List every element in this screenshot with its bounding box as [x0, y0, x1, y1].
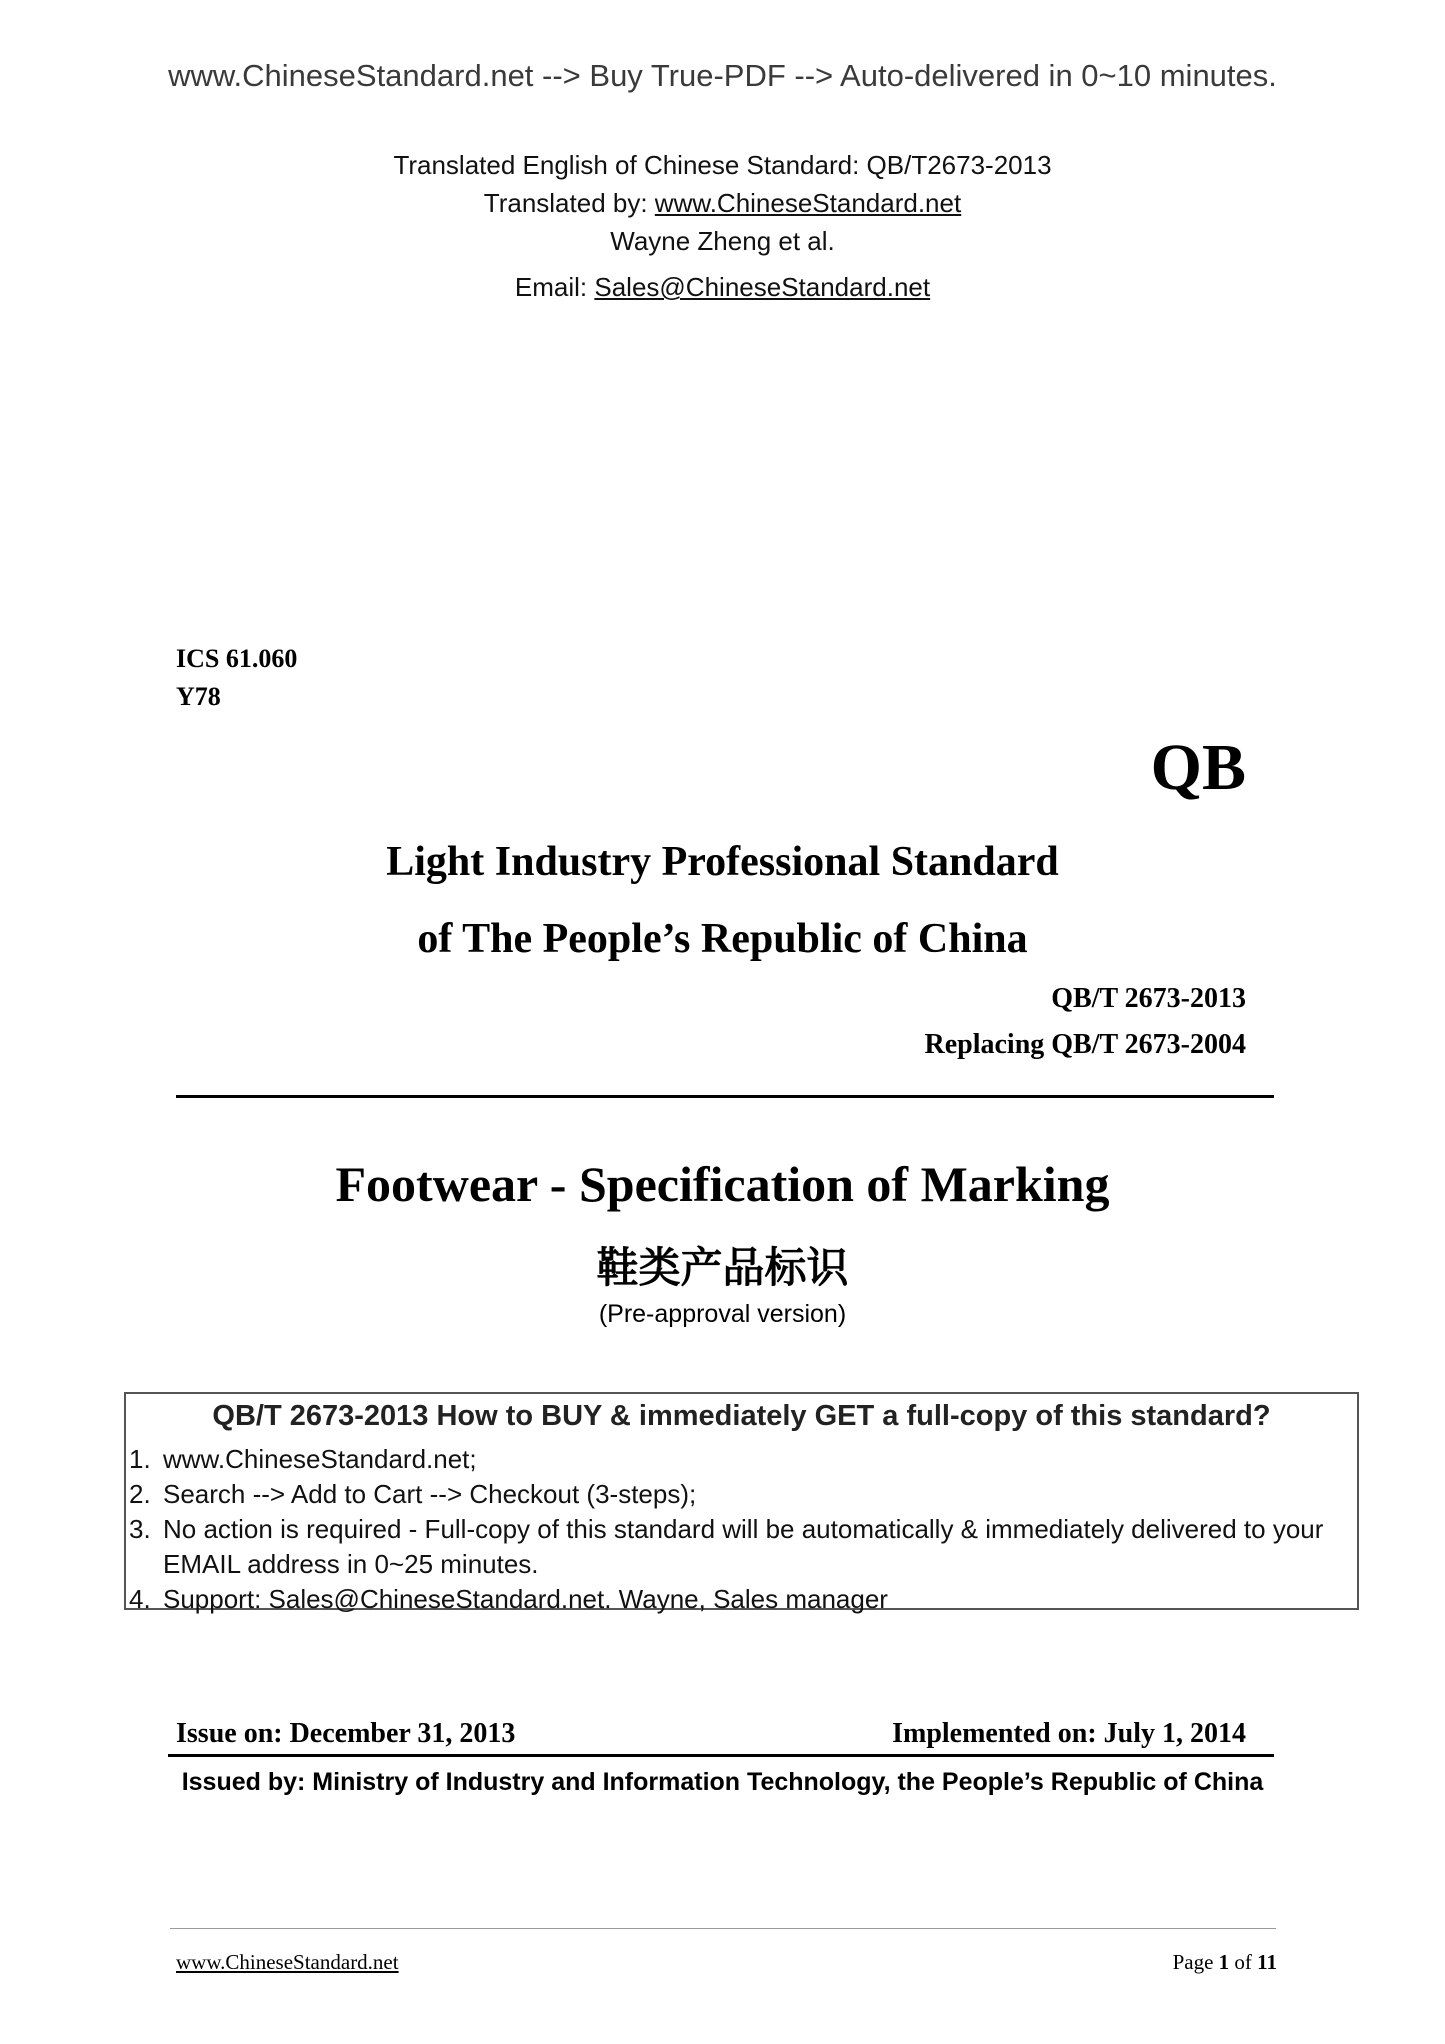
qb-logo: QB [1150, 731, 1246, 804]
translated-by-label: Translated by: [483, 188, 655, 218]
purchase-step [129, 1477, 1343, 1512]
step-text: Search --> Add to Cart --> Checkout (3-steps); [163, 1479, 697, 1509]
standard-heading-line1: Light Industry Professional Standard [386, 839, 1059, 885]
purchase-step [129, 1582, 1343, 1617]
purchase-step [129, 1442, 1343, 1477]
step-number: 2. [129, 1479, 151, 1509]
dates-divider [168, 1754, 1274, 1757]
category-code: Y78 [176, 682, 221, 711]
version-note: (Pre-approval version) [598, 1300, 847, 1328]
top-banner: www.ChineseStandard.net --> Buy True-PDF --> Auto-delivered in 0~10 minutes. [168, 58, 1277, 93]
email-label: Email: [514, 272, 595, 302]
translation-source-line: Translated English of Chinese Standard: QB/T2673-2013 [393, 150, 1052, 180]
step-number: 3. [129, 1514, 151, 1544]
replaced-standard: Replacing QB/T 2673-2004 [924, 1029, 1246, 1060]
translator-website-link[interactable]: www.ChineseStandard.net [654, 188, 962, 218]
page-total: 11 [1257, 1950, 1277, 1974]
standard-number: QB/T 2673-2013 [1051, 983, 1246, 1014]
page-of-label: of [1229, 1950, 1258, 1974]
purchase-steps-list [129, 1442, 1343, 1617]
translator-names: Wayne Zheng et al. [610, 226, 835, 256]
email-line [0, 272, 1445, 303]
step-number: 1. [129, 1444, 151, 1474]
step-text: www.ChineseStandard.net; [163, 1444, 477, 1474]
chinese-title: 鞋类产品标识 [596, 1243, 849, 1292]
page-label: Page [1172, 1950, 1219, 1974]
translated-by-line [0, 188, 1445, 219]
page-number [1173, 1950, 1277, 1975]
implementation-date: Implemented on: July 1, 2014 [892, 1718, 1246, 1749]
title-divider [176, 1095, 1274, 1098]
footer-divider [170, 1928, 1276, 1929]
step-number: 4. [129, 1584, 151, 1614]
step-text: Support: Sales@ChineseStandard.net. Wayne, Sales manager [163, 1584, 888, 1614]
classification-codes [176, 640, 297, 716]
document-title: Footwear - Specification of Marking [335, 1156, 1110, 1212]
purchase-box-title: QB/T 2673-2013 How to BUY & immediately GET a full-copy of this standard? [212, 1400, 1271, 1432]
step-text: No action is required - Full-copy of this standard will be automatically & immediately delivered to your EMAIL address in 0~25 minutes. [163, 1514, 1324, 1579]
sales-email-link[interactable]: Sales@ChineseStandard.net [594, 272, 931, 302]
page-current: 1 [1218, 1950, 1230, 1974]
issue-date: Issue on: December 31, 2013 [176, 1718, 516, 1749]
issuing-authority: Issued by: Ministry of Industry and Information Technology, the People’s Republic of China [181, 1768, 1264, 1796]
standard-heading-line2: of The People’s Republic of China [417, 916, 1028, 962]
purchase-info-box [124, 1392, 1359, 1614]
ics-code: ICS 61.060 [176, 644, 298, 673]
purchase-step [129, 1512, 1343, 1582]
footer-site-link[interactable]: www.ChineseStandard.net [176, 1950, 399, 1974]
